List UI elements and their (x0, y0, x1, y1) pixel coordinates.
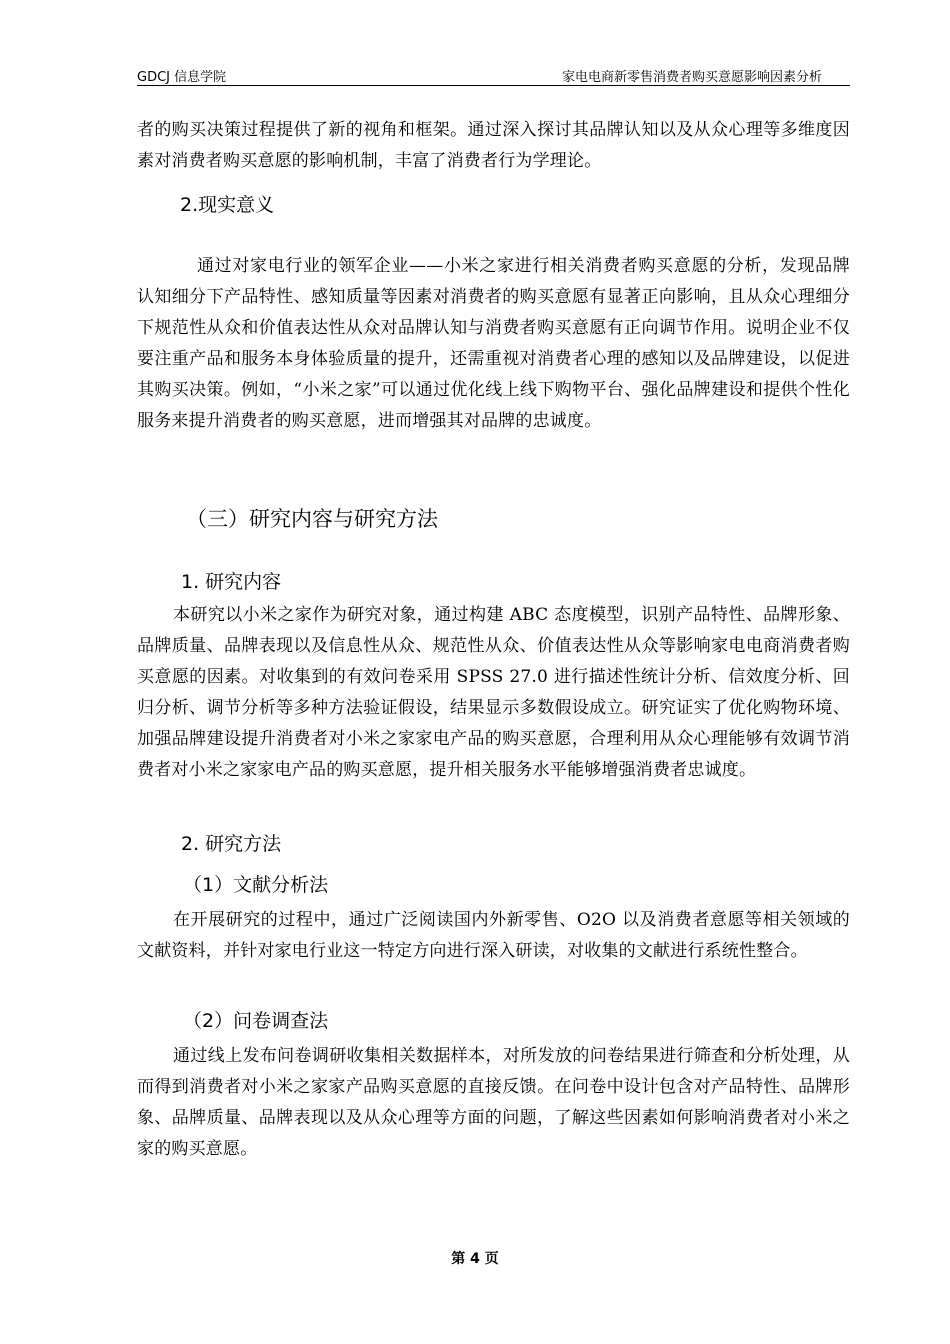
content-paragraph: 本研究以小米之家作为研究对象，通过构建 ABC 态度模型，识别产品特性、品牌形象、品牌质量、品牌表现以及信息性从众、规范性从众、价值表达性从众等影响家电电商消费者购买意愿的因素。对收集到的有效问卷采用 SPSS 27.0 进行描述性统计分析、信效度分析、回归分析、调节分析等多种方法验证假设，结果显示多数假设成立。研究证实了优化购物环境、加强品牌建设提升消费者对小米之家家电产品的购买意愿，合理利用从众心理能够有效调节消费者对小米之家家电产品的购买意愿，提升相关服务水平能够增强消费者忠诚度。 (137, 605, 850, 780)
heading-practical-significance: 2.现实意义 (180, 194, 275, 216)
header-title: 家电电商新零售消费者购买意愿影响因素分析 (561, 70, 822, 85)
heading-research-content: 1. 研究内容 (181, 571, 282, 593)
literature-paragraph-block (137, 905, 850, 967)
heading-survey-method: （2）问卷调查法 (183, 1010, 329, 1032)
intro-paragraph-block (137, 115, 850, 177)
survey-paragraph: 通过线上发布问卷调研收集相关数据样本，对所发放的问卷结果进行筛查和分析处理，从而得到消费者对小米之家家产品购买意愿的直接反馈。在问卷中设计包含对产品特性、品牌形象、品牌质量、品牌表现以及从众心理等方面的问题，了解这些因素如何影响消费者对小米之家的购买意愿。 (137, 1046, 850, 1159)
survey-paragraph-block (137, 1041, 850, 1165)
page-number: 第 4 页 (451, 1251, 499, 1267)
intro-paragraph: 者的购买决策过程提供了新的视角和框架。通过深入探讨其品牌认知以及从众心理等多维度因素对消费者购买意愿的影响机制，丰富了消费者行为学理论。 (137, 120, 850, 171)
practical-paragraph: 通过对家电行业的领军企业——小米之家进行相关消费者购买意愿的分析，发现品牌认知细分下产品特性、感知质量等因素对消费者的购买意愿有显著正向影响，且从众心理细分下规范性从众和价值表达性从众对品牌认知与消费者购买意愿有正向调节作用。说明企业不仅要注重产品和服务本身体验质量的提升，还需重视对消费者心理的感知以及品牌建设，以促进其购买决策。例如，“小米之家”可以通过优化线上线下购物平台、强化品牌建设和提供个性化服务来提升消费者的购买意愿，进而增强其对品牌的忠诚度。 (137, 256, 850, 431)
heading-section-three: （三）研究内容与研究方法 (186, 507, 438, 531)
practical-paragraph-block (137, 251, 850, 437)
heading-literature-analysis: （1）文献分析法 (183, 874, 329, 896)
page-header (137, 66, 850, 86)
header-institution: GDCJ 信息学院 (137, 70, 227, 85)
literature-paragraph: 在开展研究的过程中，通过广泛阅读国内外新零售、O2O 以及消费者意愿等相关领域的文献资料，并针对家电行业这一特定方向进行深入研读，对收集的文献进行系统性整合。 (137, 910, 850, 961)
content-paragraph-block (137, 600, 850, 786)
heading-research-methods: 2. 研究方法 (181, 833, 282, 855)
